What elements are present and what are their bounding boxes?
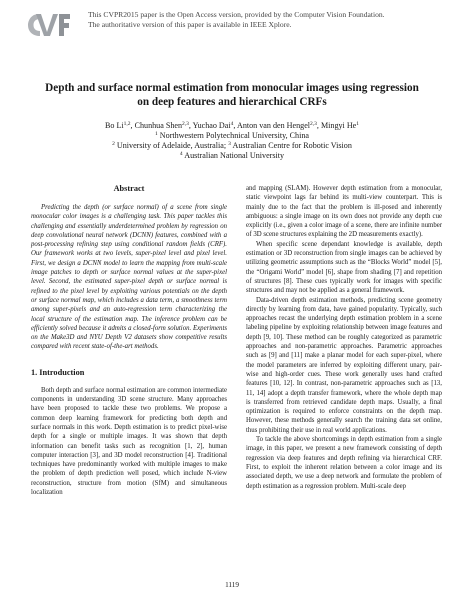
title-line-2: on deep features and hierarchical CRFs bbox=[137, 96, 327, 108]
introduction-heading: 1. Introduction bbox=[31, 367, 85, 377]
affiliation-mark: 4 bbox=[179, 151, 183, 157]
page-number: 1119 bbox=[225, 581, 239, 589]
notice-line-2: The authoritative version of this paper is available in IEEE Xplore. bbox=[88, 19, 292, 29]
affiliation-text: University of Adelaide, Australia; bbox=[116, 141, 227, 150]
author-name: Bo Li bbox=[104, 121, 124, 130]
open-access-notice bbox=[88, 10, 448, 29]
affiliation-text: Australian Centre for Robotic Vision bbox=[232, 141, 352, 150]
author-affiliation-mark: 1,2 bbox=[123, 121, 131, 127]
author-name: Mingyi He bbox=[320, 121, 357, 130]
author-name: Yuchao Dai bbox=[192, 121, 231, 130]
abstract-text: Predicting the depth (or surface normal) of a scene from single monocular color images is a challenging task. This paper tackles this challenging and essentially underdetermined problem by regression on deep convolutional neural network (DCNN) features, combined with a post-processing refining step using conditional random fields (CRF). Our framework works at two levels, super-pixel level and pixel level. First, we design a DCNN model to learn the mapping from multi-scale image patches to depth or surface normal values at the super-pixel level. Second, the estimated super-pixel depth or surface normal is refined to the pixel level by exploiting various potentials on the depth or surface normal map, which includes a data term, a smoothness term among super-pixels and an auto-regression term characterizing the local structure of the estimation map. The inference problem can be efficiently solved because it admits a closed-form solution. Experiments on the Make3D and NYU Depth V2 datasets show competitive results compared with recent state-of-the-art methods. bbox=[31, 204, 227, 351]
author-name: Anton van den Hengel bbox=[236, 121, 311, 130]
left-column bbox=[31, 184, 227, 497]
body-paragraph: To tackle the above shortcomings in depth estimation from a single image, in this paper, we present a new framework consisting of depth regression via deep features and depth refining via hierarchical CRF. First, to exploit the inherent relation between a color image and its associated depth, we use a deep network and formulate the problem of depth estimation as a regression problem. Multi-scale deep bbox=[246, 436, 442, 490]
author-affiliation-mark: 4 bbox=[230, 121, 234, 127]
affiliation-mark: 3 bbox=[228, 141, 231, 147]
affiliation-mark: 1 bbox=[155, 131, 158, 137]
body-paragraph: and mapping (SLAM). However depth estimation from a monocular, static viewpoint lags far behind its multi-view counterpart. This is mainly due to the fact that the problem is ill-posed and inherently ambiguous: a single image on its own does not provide any depth cue explicitly (i.e., given a color image of a scene, there are infinite number of 3D scene structures explaining the 2D measurements exactly). bbox=[246, 185, 442, 239]
affiliation-text: Australian National University bbox=[184, 151, 285, 160]
author-affiliation-mark: 1 bbox=[356, 121, 360, 127]
affiliation-text: Northwestern Polytechnical University, China bbox=[159, 131, 309, 140]
introduction-paragraph: Both depth and surface normal estimation are common intermediate components in understanding 3D scene structure. Many approaches have been proposed to tackle these two problems. We propose a common deep learning framework for predicting both depth and surface normals in this work. Depth estimation is to predict pixel-wise depth for a single or multiple images. It was shown that depth information can benefit tasks such as recognition [1, 2], human computer interaction [3], and 3D model reconstruction [4]. Traditional techniques have predominantly worked with multiple images to make the problem of depth prediction well posed, which include N-view reconstruction, structure from motion (SfM) and simultaneous localization bbox=[31, 386, 227, 497]
affiliation-line-3 bbox=[20, 151, 444, 161]
affiliation-mark: 2 bbox=[112, 141, 115, 147]
title-line-1: Depth and surface normal estimation from monocular images using regression bbox=[45, 82, 419, 94]
author-name: Chunhua Shen bbox=[134, 121, 183, 130]
body-paragraph: When specific scene dependant knowledge is available, depth estimation or 3D reconstruction from single images can be achieved by utilizing geometric assumptions such as the “Blocks World” model [5], the “Origami World” model [6], shape from shading [7] and repetition of structures [8]. These cues typically work for images with specific structures and may not be applied as a general framework. bbox=[246, 240, 442, 295]
right-column bbox=[246, 184, 442, 491]
author-block bbox=[20, 121, 444, 161]
abstract-heading: Abstract bbox=[113, 184, 145, 193]
notice-line-1: This CVPR2015 paper is the Open Access version, provided by the Computer Vision Foundation. bbox=[88, 10, 385, 19]
author-list: Bo Li$^{1,2}$, Chunhua Shen$^{2,3}$, Yuchao Dai$^4$, Anton van den Hengel$^{2,3}$, Mingyi He$^1$ bbox=[104, 121, 360, 130]
paper-title bbox=[20, 81, 444, 109]
affiliation-line-2 bbox=[20, 141, 444, 151]
cvf-logo bbox=[25, 10, 73, 38]
author-affiliation-mark: 2,3 bbox=[182, 121, 189, 127]
affiliation-line-1 bbox=[20, 131, 444, 141]
body-paragraph: Data-driven depth estimation methods, predicting scene geometry directly by learning from data, have gained popularity. Typically, such approaches recast the underlying depth estimation problem in a scene labeling pipeline by exploiting relationship between image features and depth [9, 10]. These method can be roughly categorized as parametric approaches and non-parametric approaches. Parametric approaches such as [9] and [11] make a planar model for each super-pixel, where the model parameters are inferred by exploiting different unary, pair-wise and high-order cues. These work generally uses hand crafted features [10, 12]. In contrast, non-parametric approaches such as [13, 11, 14] adopt a depth transfer framework, where the whole depth map is transferred from retrieved candidate depth maps. Usually, a final optimization is required to enforce constraints on the depth map. However, these methods generally search the training data set online, thus prohibiting their use in real world applications. bbox=[246, 296, 442, 434]
author-affiliation-mark: 2,3 bbox=[310, 121, 317, 127]
